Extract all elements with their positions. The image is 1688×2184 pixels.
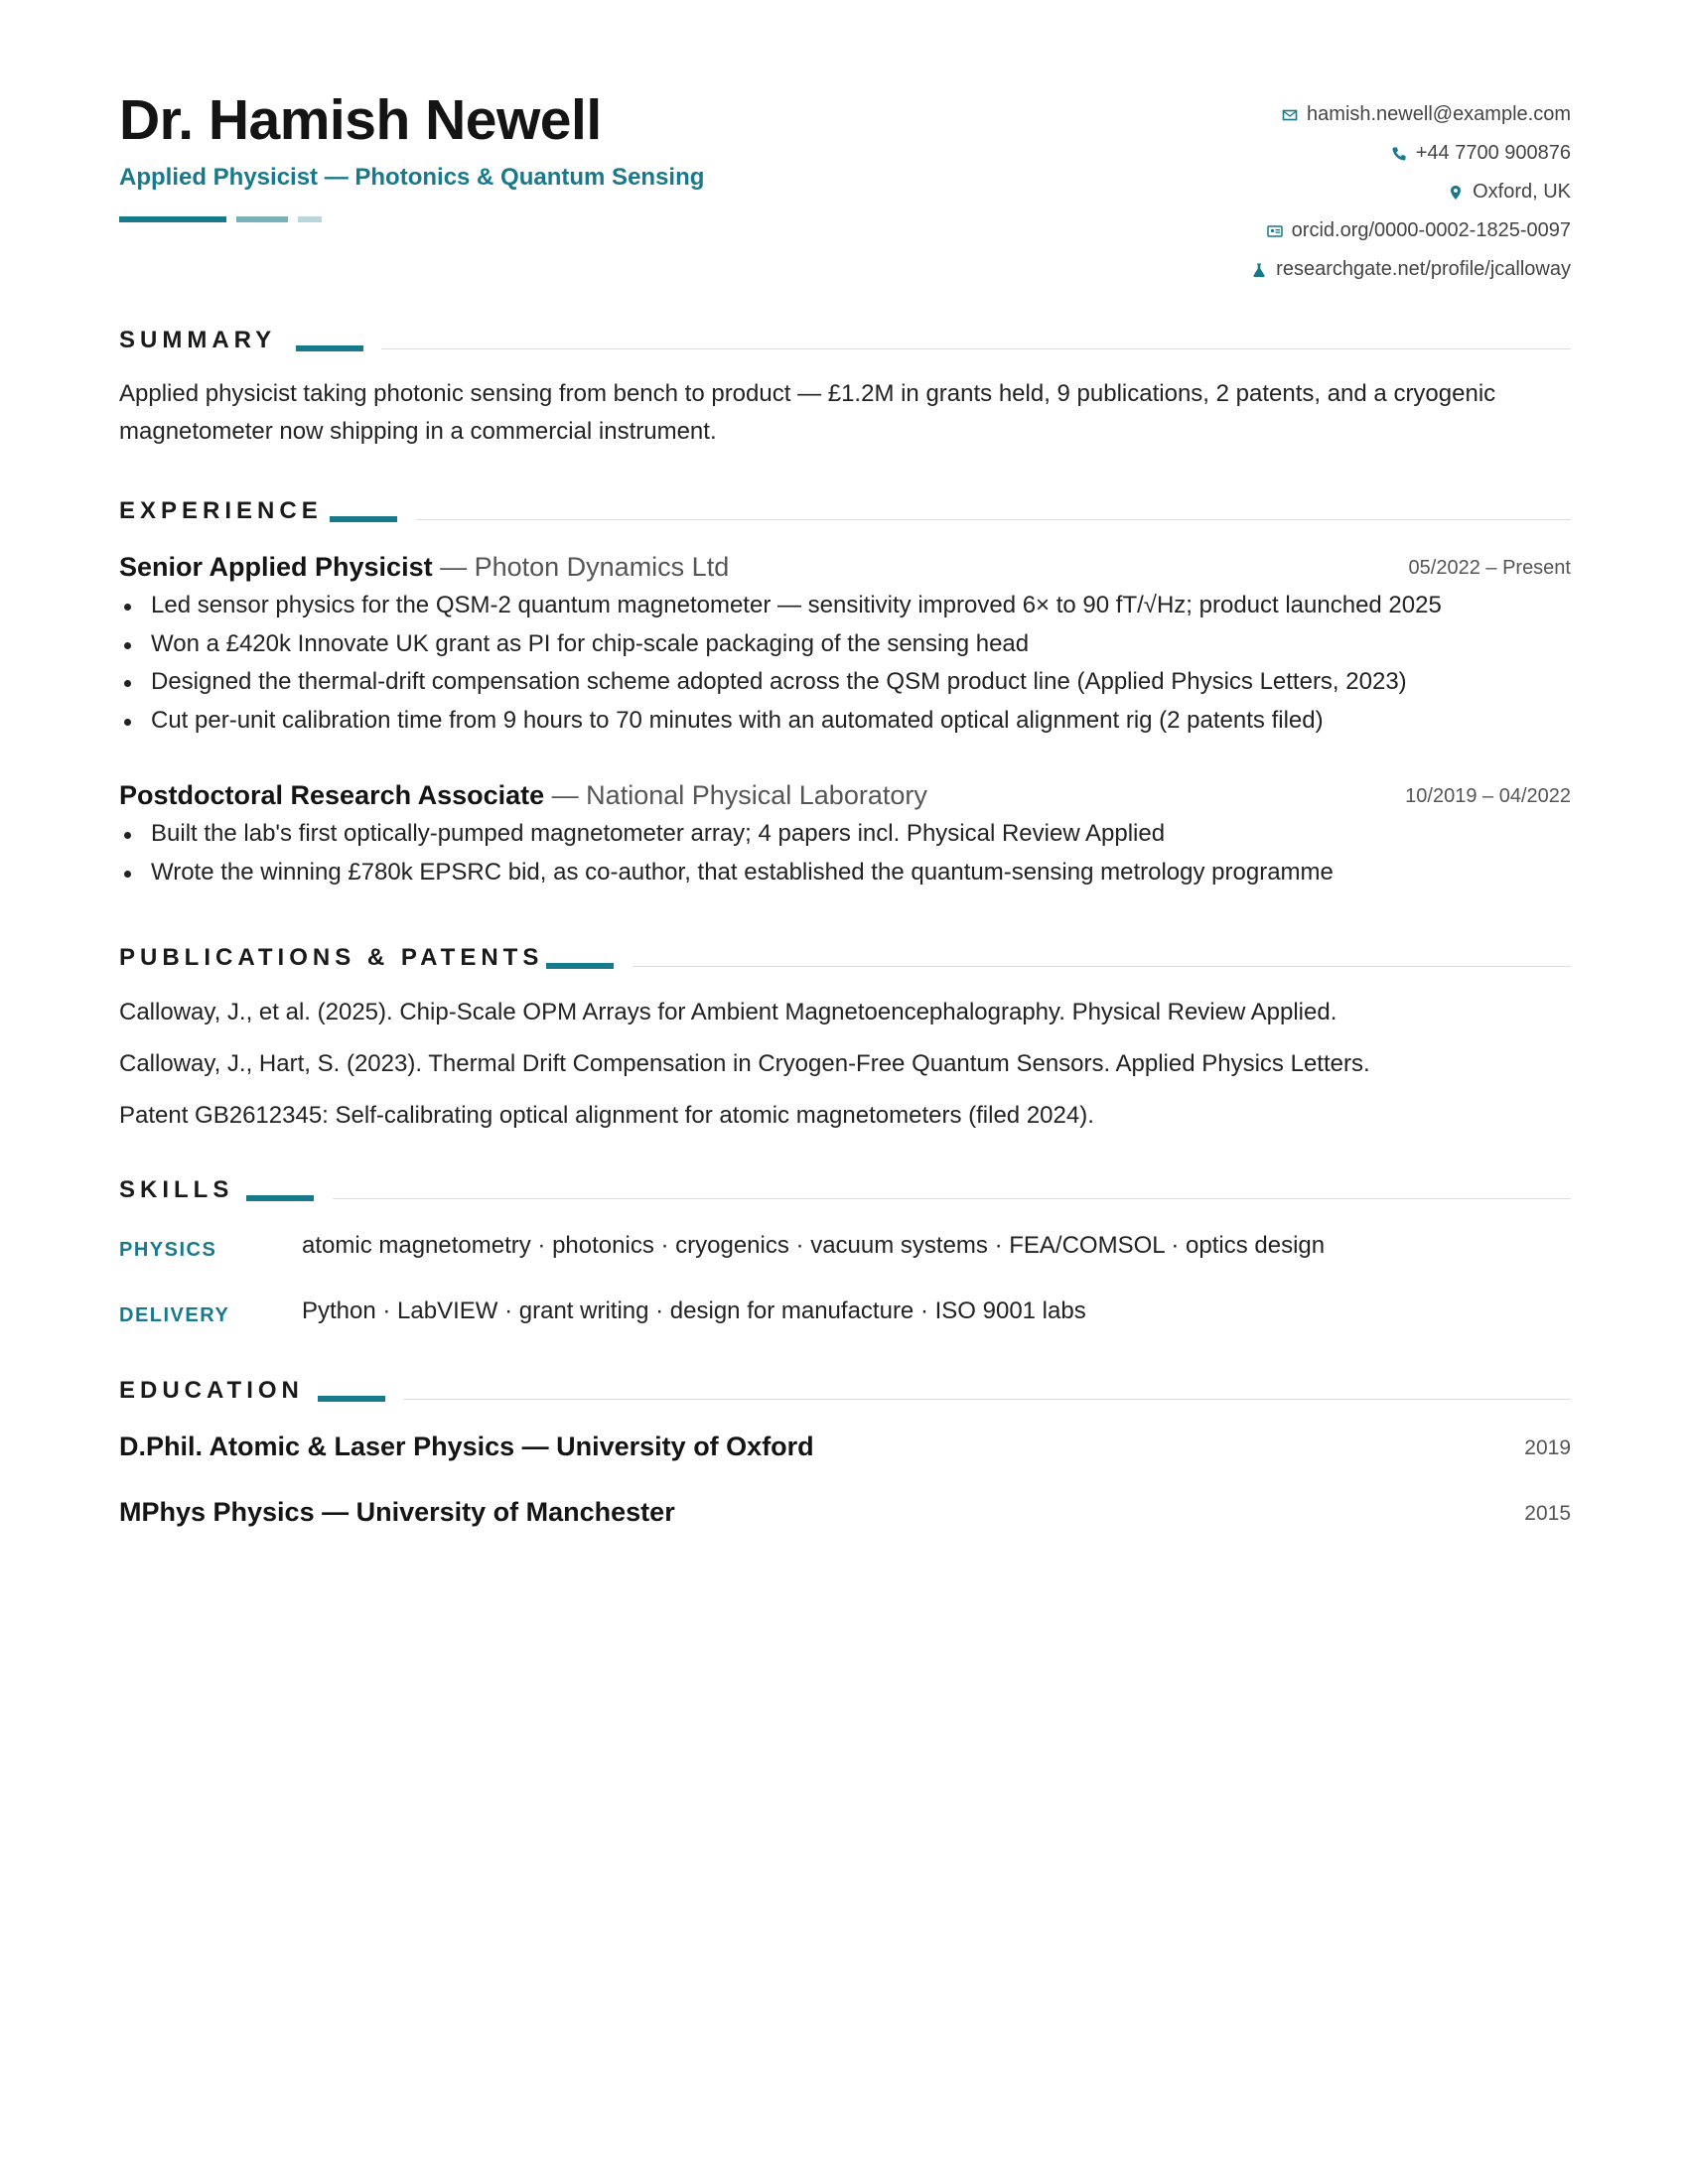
section-divider [333, 1198, 1571, 1199]
contact-phone[interactable] [876, 134, 1571, 173]
section-experience-heading [119, 496, 1571, 526]
contact-orcid[interactable] [876, 211, 1571, 250]
section-divider [381, 348, 1571, 349]
section-accent-mark [330, 516, 397, 522]
accent-bar-tertiary [298, 216, 322, 222]
contact-email-text: hamish.newell@example.com [1307, 103, 1571, 125]
section-divider [633, 966, 1571, 967]
job-dates: 10/2019 – 04/2022 [1405, 785, 1571, 807]
section-title: EXPERIENCE [119, 497, 323, 524]
job-title [119, 551, 729, 583]
section-divider [403, 1399, 1571, 1400]
education-entry [119, 1431, 1571, 1470]
contact-location-text: Oxford, UK [1473, 181, 1571, 203]
skill-row-physics [119, 1231, 1571, 1271]
phone-icon [1390, 145, 1408, 163]
job-title [119, 779, 927, 811]
job-bullet: Wrote the winning £780k EPSRC bid, as co-author, that established the quantum-sensing metrology programme [119, 854, 1571, 892]
section-title: EDUCATION [119, 1377, 304, 1404]
section-accent-mark [246, 1195, 314, 1201]
job-organization: — National Physical Laboratory [544, 780, 927, 810]
publication-item: Calloway, J., Hart, S. (2023). Thermal Drift Compensation in Cryogen-Free Quantum Sensors. Applied Physics Letters. [119, 1050, 1370, 1077]
job-bullets [119, 587, 1571, 740]
candidate-headline: Applied Physicist — Photonics & Quantum Sensing [119, 164, 705, 191]
candidate-name: Dr. Hamish Newell [119, 88, 602, 152]
skill-row-delivery [119, 1297, 1571, 1336]
job-bullets [119, 815, 1571, 891]
contact-orcid-text: orcid.org/0000-0002-1825-0097 [1291, 219, 1571, 241]
section-title: SUMMARY [119, 327, 277, 353]
section-accent-mark [296, 345, 363, 351]
publication-item: Calloway, J., et al. (2025). Chip-Scale OPM Arrays for Ambient Magnetoencephalography. Physical Review Applied. [119, 999, 1337, 1025]
job-bullet: Won a £420k Innovate UK grant as PI for chip-scale packaging of the sensing head [119, 625, 1571, 664]
education-degree: MPhys Physics — University of Manchester [119, 1497, 675, 1527]
section-divider [416, 519, 1571, 520]
education-degree: D.Phil. Atomic & Laser Physics — University of Oxford [119, 1432, 814, 1461]
section-publications-heading [119, 943, 1571, 973]
section-education-heading [119, 1376, 1571, 1406]
job-dates: 05/2022 – Present [1408, 557, 1571, 579]
contact-researchgate-text: researchgate.net/profile/jcalloway [1276, 258, 1571, 280]
resume-header [119, 87, 1571, 286]
job-bullet: Cut per-unit calibration time from 9 hours to 70 minutes with an automated optical alignment rig (2 patents filed) [119, 702, 1571, 741]
section-title: SKILLS [119, 1176, 234, 1203]
summary-text: Applied physicist taking photonic sensing from bench to product — £1.2M in grants held, 9 publications, 2 patents, and a cryogenic magnetometer now shipping in a commercial instrument. [119, 380, 1496, 445]
location-pin-icon [1447, 184, 1465, 202]
contact-researchgate[interactable] [876, 250, 1571, 289]
education-year: 2019 [1524, 1436, 1571, 1459]
skill-items: Python · LabVIEW · grant writing · design for manufacture · ISO 9001 labs [302, 1297, 1086, 1324]
contact-phone-text: +44 7700 900876 [1415, 142, 1571, 164]
section-skills-heading [119, 1175, 1571, 1205]
experience-entry [119, 547, 1571, 740]
section-summary-heading [119, 326, 1571, 355]
email-icon [1281, 106, 1299, 124]
job-bullet: Designed the thermal-drift compensation scheme adopted across the QSM product line (Applied Physics Letters, 2023) [119, 663, 1571, 702]
job-role: Senior Applied Physicist [119, 552, 433, 582]
accent-bar-secondary [236, 216, 288, 222]
contact-location [876, 173, 1571, 211]
education-year: 2015 [1524, 1502, 1571, 1525]
skill-items: atomic magnetometry · photonics · cryogenics · vacuum systems · FEA/COMSOL · optics design [302, 1232, 1326, 1259]
accent-bar-primary [119, 216, 226, 222]
skill-category-label: PHYSICS [119, 1239, 217, 1261]
section-title: PUBLICATIONS & PATENTS [119, 944, 544, 971]
contact-list [876, 95, 1571, 289]
job-role: Postdoctoral Research Associate [119, 780, 545, 810]
patent-item: Patent GB2612345: Self-calibrating optical alignment for atomic magnetometers (filed 2024). [119, 1102, 1094, 1129]
experience-entry-header [119, 547, 1571, 587]
experience-entry [119, 775, 1571, 891]
flask-icon [1250, 261, 1268, 279]
accent-bars [119, 216, 417, 222]
contact-email[interactable] [876, 95, 1571, 134]
resume-page [119, 0, 1571, 2184]
id-card-icon [1266, 222, 1284, 240]
job-organization: — Photon Dynamics Ltd [432, 552, 730, 582]
section-accent-mark [318, 1396, 385, 1402]
job-bullet: Built the lab's first optically-pumped magnetometer array; 4 papers incl. Physical Review Applied [119, 815, 1571, 854]
education-entry [119, 1496, 1571, 1536]
skill-category-label: DELIVERY [119, 1304, 230, 1326]
experience-entry-header [119, 775, 1571, 815]
section-accent-mark [546, 963, 614, 969]
job-bullet: Led sensor physics for the QSM-2 quantum magnetometer — sensitivity improved 6× to 90 fT/√Hz; product launched 2025 [119, 587, 1571, 625]
